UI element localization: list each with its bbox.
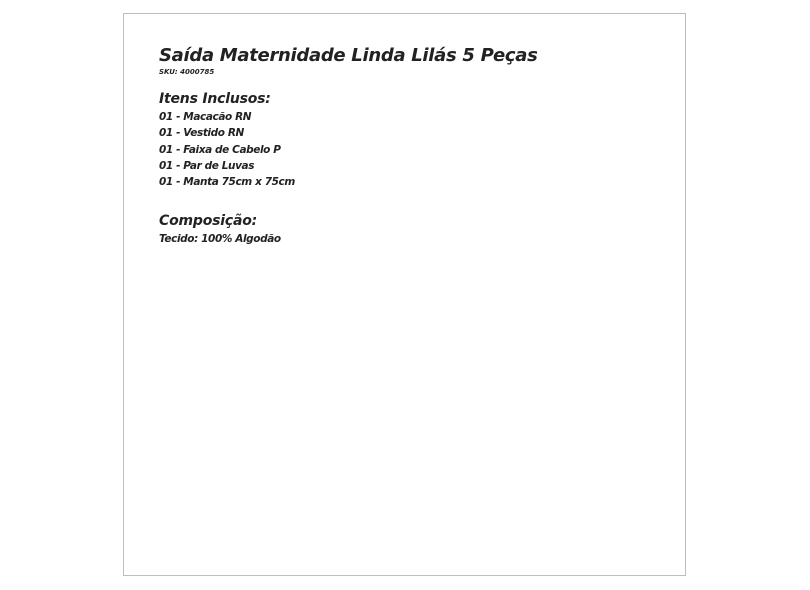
- items-included-heading: Itens Inclusos:: [159, 91, 271, 107]
- product-sku: SKU: 4000785: [159, 68, 215, 76]
- list-item: 01 - Manta 75cm x 75cm: [159, 176, 295, 189]
- list-item: 01 - Faixa de Cabelo P: [159, 143, 281, 156]
- product-info-content: [159, 44, 538, 248]
- list-item: 01 - Par de Luvas: [159, 159, 255, 172]
- composition-heading: Composição:: [159, 213, 258, 230]
- product-title: Saída Maternidade Linda Lilás 5 Peças: [159, 45, 538, 66]
- product-info-card: [123, 13, 686, 576]
- composition-text: Tecido: 100% Algodão: [159, 233, 281, 246]
- items-included-list: [159, 109, 538, 190]
- list-item: 01 - Macacão RN: [159, 111, 252, 123]
- list-item: 01 - Vestido RN: [159, 127, 244, 140]
